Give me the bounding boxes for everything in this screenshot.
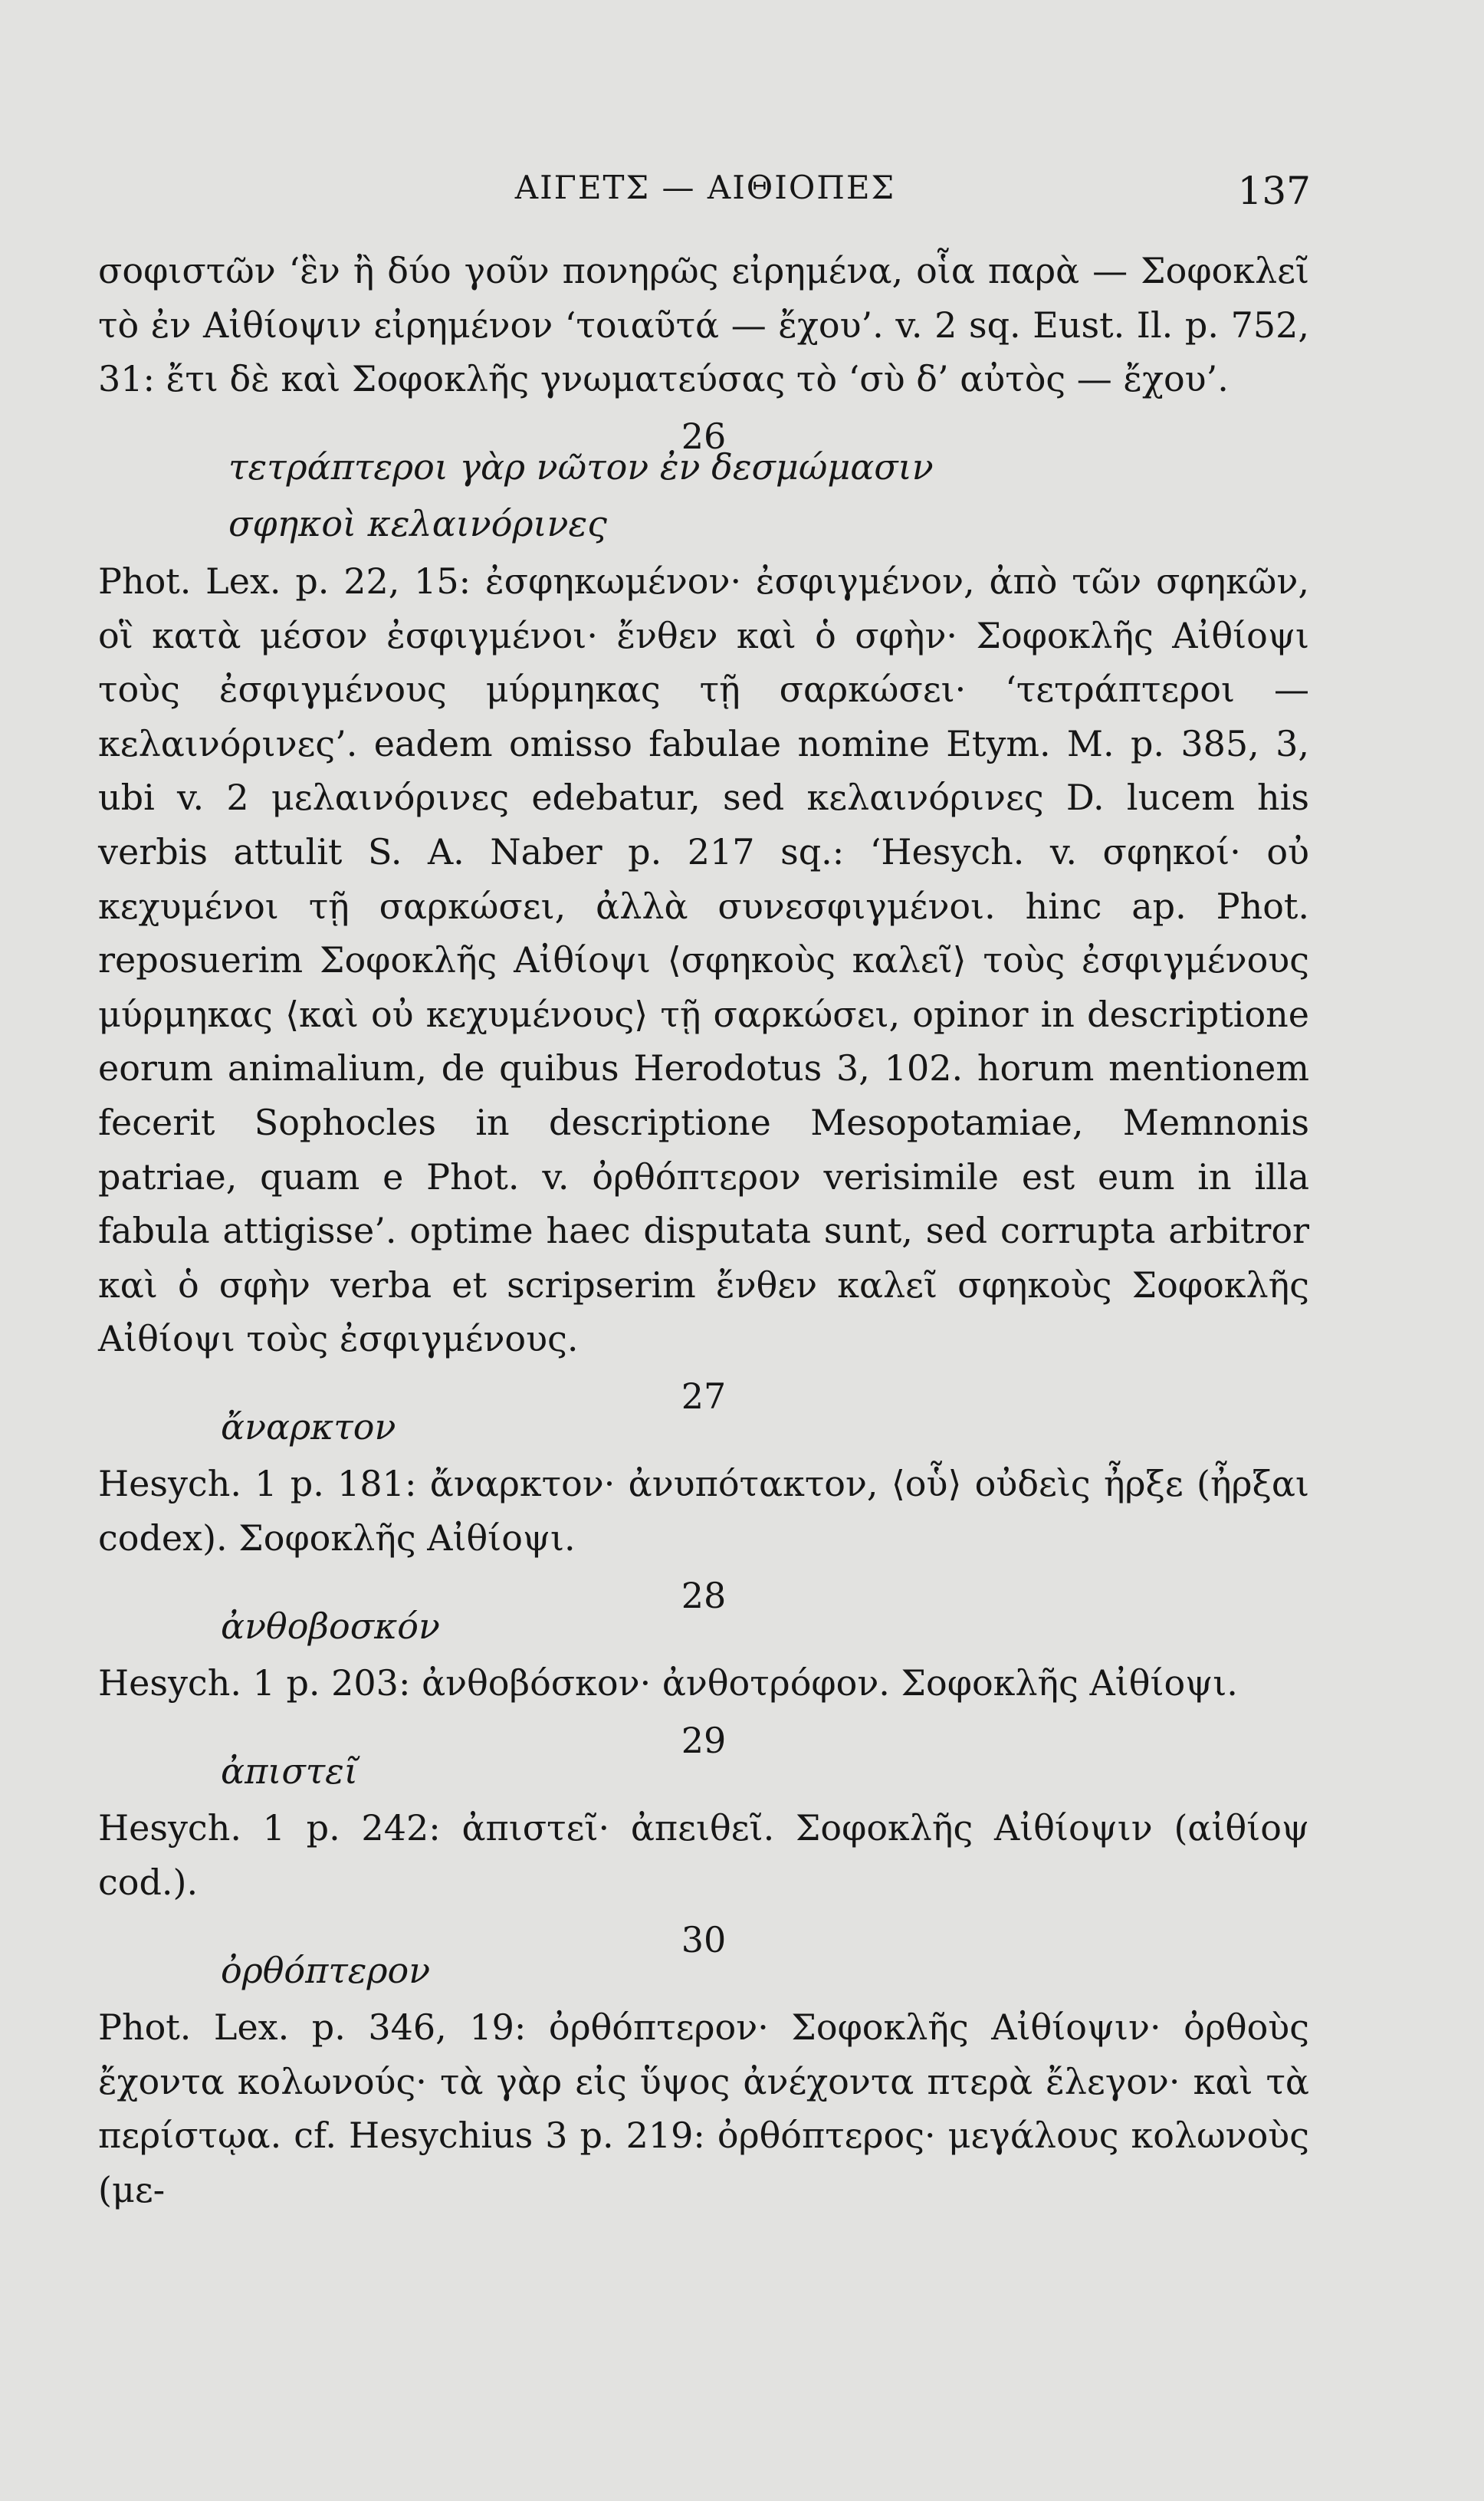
running-title: ΑΙΓΕΤΣ — ΑΙΘΙΟΠΕΣ — [514, 169, 896, 206]
fragment-lemma-line: ἄναρκτον — [221, 1405, 396, 1448]
fragment-lemma-line: ἀνθοβοσκόν — [221, 1605, 440, 1647]
page-body — [98, 244, 1309, 2217]
fragment-number: 27 — [681, 1375, 727, 1417]
fragment-lemma-line: τετράπτεροι γὰρ νῶτον ἐν δεσμώμασιν — [228, 445, 934, 488]
fragment-commentary: Hesych. 1 p. 203: ἀνθοβόσκον· ἀνθοτρόφον. Σοφοκλῆς Αἰθίοψι. — [98, 1662, 1238, 1704]
fragment-commentary: Phot. Lex. p. 22, 15: ἐσφηκωμένον· ἐσφιγμένον, ἀπὸ τῶν σφηκῶν, οἳ κατὰ μέσον ἐσφιγμένοι· ἔνθεν καὶ ὁ σφὴν· Σοφοκλῆς Αἰθίοψι τοὺς ἐσφιγμένους μύρμηκας τῇ σαρκώσει· ‘τετράπτεροι — κελαινόρινες’. eadem omisso fabulae nomine Etym. M. p. 385, 3, ubi v. 2 μελαινόρινες edebatur, sed κελαινόρινες D. lucem his verbis attulit S. A. Naber p. 217 sq.: ‘Hesych. v. σφηκοί· οὐ κεχυμένοι τῇ σαρκώσει, ἀλλὰ συνεσφιγμένοι. hinc ap. Phot. reposuerim Σοφοκλῆς Αἰθίοψι ⟨σφηκοὺς καλεῖ⟩ τοὺς ἐσφιγμένους μύρμηκας ⟨καὶ οὐ κεχυμένους⟩ τῇ σαρκώσει, opinor in descriptione eorum animalium, de quibus Herodotus 3, 102. horum mentionem fecerit Sophocles in descriptione Mesopotamiae, Memnonis patriae, quam e Phot. v. ὀρθόπτερον verisimile est eum in illa fabula attigisse’. optime haec disputata sunt, sed corrupta arbitror καὶ ὁ σφὴν verba et scripserim ἔνθεν καλεῖ σφηκοὺς Σοφοκλῆς Αἰθίοψι τοὺς ἐσφιγμένους. — [98, 560, 1309, 1360]
fragment-30 — [98, 1913, 1309, 2217]
fragment-29 — [98, 1714, 1309, 1910]
fragment-number: 26 — [681, 415, 727, 457]
fragment-number: 30 — [681, 1918, 727, 1960]
fragment-lemma-line: ἀπιστεῖ — [221, 1750, 358, 1792]
running-header — [100, 169, 1311, 215]
fragment-lemma-line: σφηκοὶ κελαινόρινες — [228, 503, 607, 545]
fragment-lemma-line: ὀρθόπτερον — [221, 1949, 431, 1991]
intro-paragraph: σοφιστῶν ‘ἓν ἢ δύο γοῦν πονηρῶς εἰρημένα, οἷα παρὰ — Σοφοκλεῖ τὸ ἐν Αἰθίοψιν εἰρημένον ‘τοιαῦτά — ἔχου’. v. 2 sq. Eust. Il. p. 752, 31: ἔτι δὲ καὶ Σοφοκλῆς γνωματεύσας τὸ ‘σὺ δ’ αὐτὸς — ἔχου’. — [98, 250, 1309, 400]
fragment-28 — [98, 1569, 1309, 1711]
fragment-number: 29 — [681, 1719, 727, 1761]
fragment-commentary: Hesych. 1 p. 181: ἄναρκτον· ἀνυπότακτον, ⟨οὗ⟩ οὐδεὶς ἦρξε (ἦρξαι codex). Σοφοκλῆς Αἰθίοψι. — [98, 1463, 1309, 1559]
fragment-commentary: Hesych. 1 p. 242: ἀπιστεῖ· ἀπειθεῖ. Σοφοκλῆς Αἰθίοψιν (αἰθίοψ cod.). — [98, 1807, 1309, 1904]
fragment-commentary: Phot. Lex. p. 346, 19: ὀρθόπτερον· Σοφοκλῆς Αἰθίοψιν· ὀρθοὺς ἔχοντα κολωνούς· τὰ γὰρ εἰς ὕψος ἀνέχοντα πτερὰ ἔλεγον· καὶ τὰ περίστῳα. cf. Hesychius 3 p. 219: ὀρθόπτερος· μεγάλους κολωνοὺς (με- — [98, 2006, 1309, 2210]
fragment-26 — [98, 409, 1309, 1366]
fragment-number: 28 — [681, 1574, 727, 1616]
fragment-27 — [98, 1369, 1309, 1566]
page-number: 137 — [1237, 169, 1311, 213]
